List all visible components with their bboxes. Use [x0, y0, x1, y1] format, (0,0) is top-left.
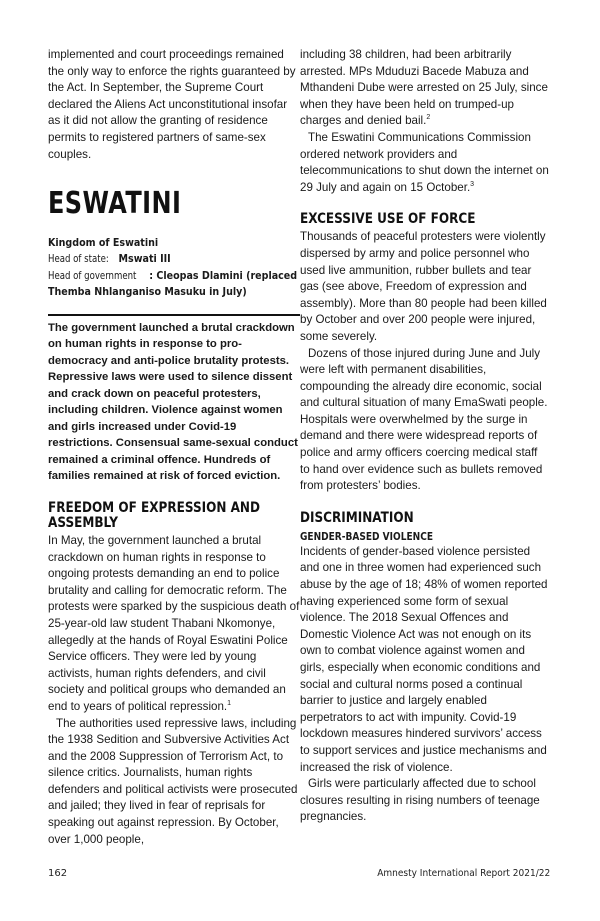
right-column [300, 47, 550, 826]
footnote-ref: 1 [227, 699, 232, 707]
footnote-ref: 2 [426, 114, 431, 122]
intro-paragraph: implemented and court proceedings remained the only way to enforce the rights guaranteed by the Act. In September, the Supreme Court declared the Aliens Act unconstitutional insofar as it did not allow the granting of residence permits to registered partners of same-sex couples. [48, 48, 296, 161]
country-title: ESWATINI [48, 186, 182, 222]
head-of-government: Head of government : Cleopas Dlamini (replaced [48, 269, 298, 282]
section-heading-discrimination: DISCRIMINATION [300, 509, 414, 526]
head-of-government-cont: Themba Nhlanganiso Masuku in July) [48, 285, 247, 298]
official-name: Kingdom of Eswatini [48, 237, 159, 250]
arrests-paragraph: including 38 children, had been arbitrarily arrested. MPs Mduduzi Bacede Mabuza and Mthandeni Dube were arrested on 25 July, since when they have been held on trumped-up charges and denied bail.$^2$ [300, 48, 548, 128]
section-heading-expression: FREEDOM OF EXPRESSION AND ASSEMBLY [48, 499, 261, 531]
report-title: Amnesty International Report 2021/22 [377, 868, 550, 879]
summary-paragraph: The government launched a brutal crackdown on human rights in response to pro-democracy and anti-police brutality protests. Repressive laws were used to silence dissent and crack down on peaceful protesters, including children. Violence against women and girls increased under Covid-19 restrictions. Consensual same-sexual conduct remained a criminal offence. Hundreds of families remained at risk of forced eviction. [48, 314, 300, 485]
force-paragraph-1: Thousands of peaceful protesters were violently dispersed by army and police personnel who used live ammunition, rubber bullets and tear gas (see above, Freedom of expression and assembly). More than 80 people had been killed by October and over 200 people were injured, some severely. [300, 230, 547, 343]
gbv-paragraph-1: Incidents of gender-based violence persisted and one in three women had experienced such abuse by the age of 18; 48% of women reported having experienced some form of sexual violence. The 2018 Sexual Offences and Domestic Violence Act was not enough on its own to combat violence against women and girls, especially when economic conditions and social and cultural norms posed a continual barrier to justice and largely enabled perpetrators to act with impunity. Covid-19 lockdown measures hindered survivors’ access to support services and justice mechanisms and increased the risk of violence. [300, 544, 548, 774]
gbv-paragraph-2: Girls were particularly affected due to school closures resulting in rising numbers of teenage pregnancies. [300, 777, 540, 824]
internet-shutdown-paragraph: The Eswatini Communications Commission ordered network providers and telecommunications to shut down the internet on 29 July and again on 15 October.$^3$ [300, 130, 549, 194]
expression-paragraph-1: In May, the government launched a brutal crackdown on human rights in response to ongoing protests demanding an end to police brutality and calling for democratic reform. The protests were sparked by the suspicious death of 25-year-old law student Thabani Nkomonye, allegedly at the hands of Royal Eswatini Police Service officers. They were led by young activists, human rights defenders, and civil society and political groups who demanded an end to years of political repression.$^1$ [48, 533, 300, 713]
force-paragraph-2: Dozens of those injured during June and July were left with permanent disabilities, compounding the already dire economic, social and cultural situation of many EmaSwati people. Hospitals were overwhelmed by the surge in demand and there were widespread reports of police and army officers coercing medical staff to hand over evidence such as bullets removed from protesters’ bodies. [300, 346, 548, 493]
left-column [48, 47, 300, 848]
country-facts [48, 235, 300, 300]
section-heading-force: EXCESSIVE USE OF FORCE [300, 211, 476, 228]
expression-paragraph-2: The authorities used repressive laws, including the 1938 Sedition and Subversive Activities Act and the 2008 Suppression of Terrorism Act, to silence critics. Journalists, human rights defenders and political activists were prosecuted and jailed; they lived in fear of reprisals for speaking out against repression. By October, over 1,000 people, [48, 716, 298, 846]
footnote-ref: 3 [470, 180, 475, 188]
page-number: 162 [48, 868, 68, 879]
subheading-gender-violence: GENDER-BASED VIOLENCE [300, 530, 433, 543]
head-of-state: Head of state: Mswati III [48, 253, 171, 266]
